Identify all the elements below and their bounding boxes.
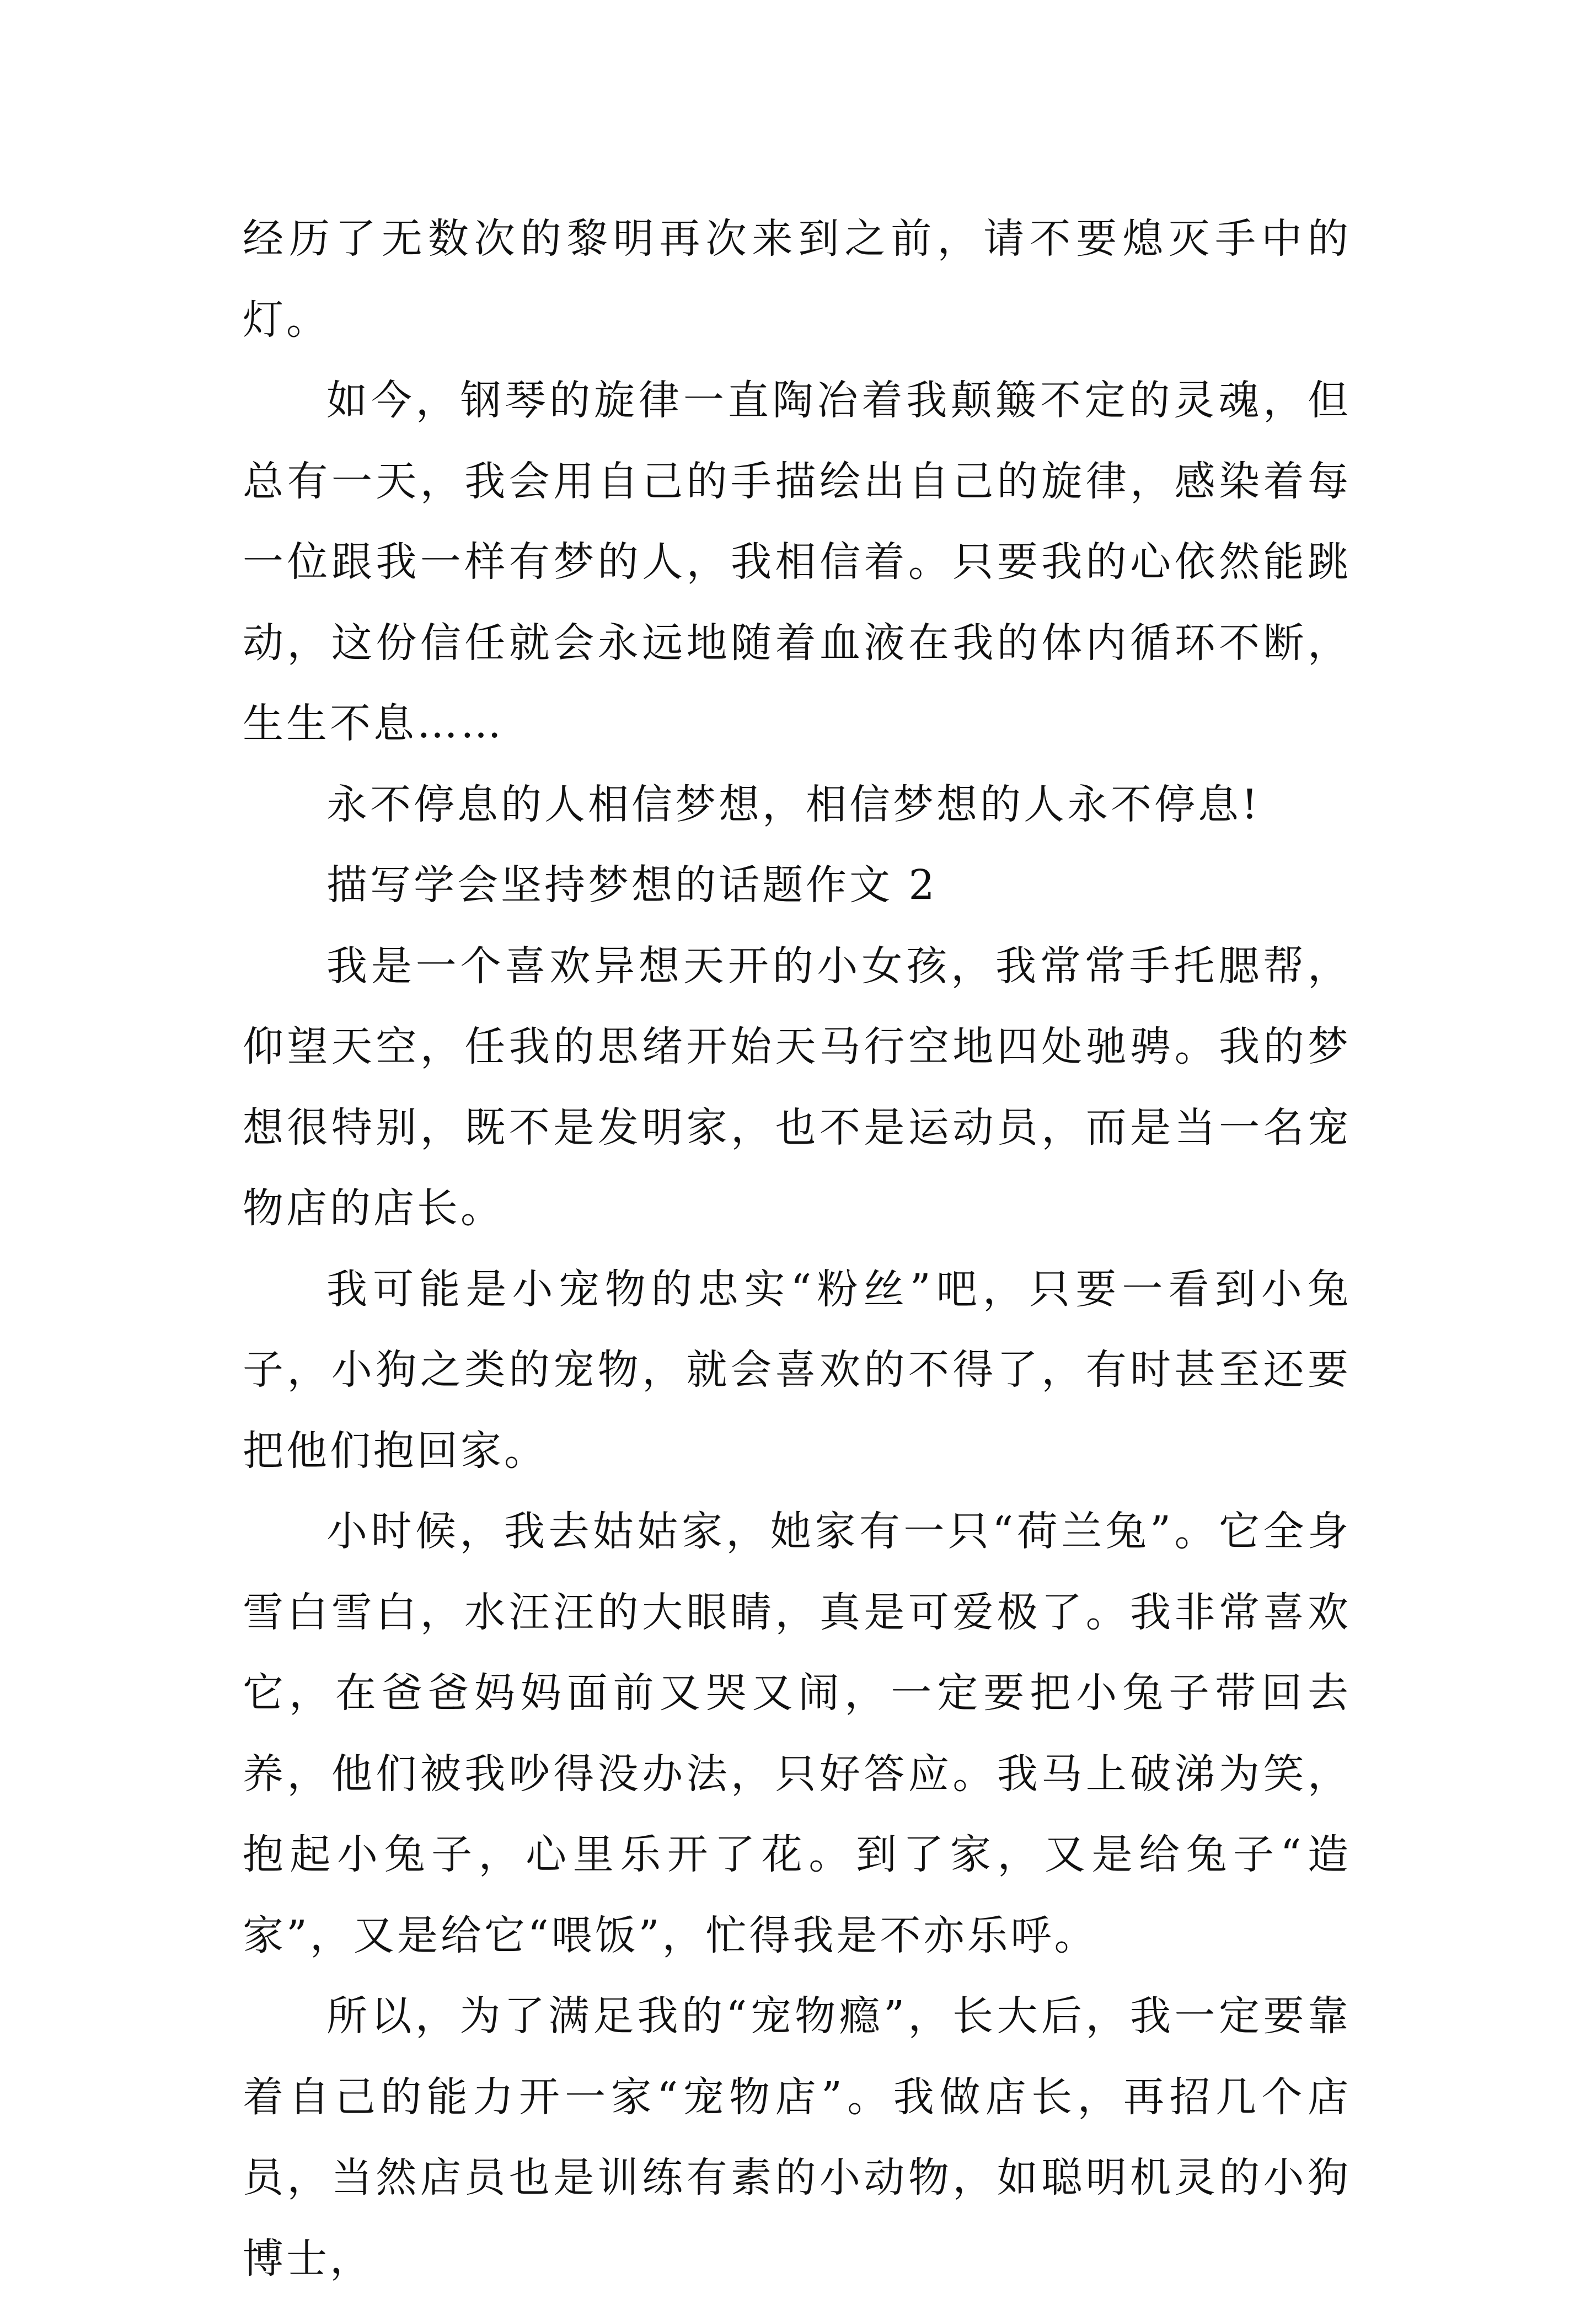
essay-heading: 描写学会坚持梦想的话题作文 2 [326, 861, 938, 909]
paragraph-dream-intro: 我是一个喜欢异想天开的小女孩，我常常手托腮帮，仰望天空，任我的思绪开始天马行空地四处驰骋。我的梦想很特别，既不是发明家，也不是运动员，而是当一名宠物店的店长。 [243, 942, 1351, 1232]
paragraph-continuation: 经历了无数次的黎明再次来到之前，请不要熄灭手中的灯。 [243, 215, 1351, 344]
paragraph-pet-fan: 我可能是小宠物的忠实“粉丝”吧，只要一看到小兔子，小狗之类的宠物，就会喜欢的不得了，有时甚至还要把他们抱回家。 [243, 1265, 1351, 1475]
paragraph-rabbit-story: 小时候，我去姑姑家，她家有一只“荷兰兔”。它全身雪白雪白，水汪汪的大眼睛，真是可爱极了。我非常喜欢它，在爸爸妈妈面前又哭又闹，一定要把小兔子带回去养，他们被我吵得没办法，只好答应。我马上破涕为笑，抱起小兔子，心里乐开了花。到了家，又是给兔子“造家”，又是给它“喂饭”，忙得我是不亦乐呼。 [243, 1508, 1351, 1959]
paragraph-piano-dream: 如今，钢琴的旋律一直陶冶着我颠簸不定的灵魂，但总有一天，我会用自己的手描绘出自己的旋律，感染着每一位跟我一样有梦的人，我相信着。只要我的心依然能跳动，这份信任就会永远地随着血液在我的体内循环不断，生生不息…… [243, 377, 1351, 747]
paragraph-pet-shop-plan: 所以，为了满足我的“宠物瘾”，长大后，我一定要靠着自己的能力开一家“宠物店”。我做店长，再招几个店员，当然店员也是训练有素的小动物，如聪明机灵的小狗博士， [243, 1992, 1351, 2282]
paragraph-never-stop: 永不停息的人相信梦想，相信梦想的人永不停息! [326, 780, 1261, 828]
essay-body [243, 199, 1351, 2299]
